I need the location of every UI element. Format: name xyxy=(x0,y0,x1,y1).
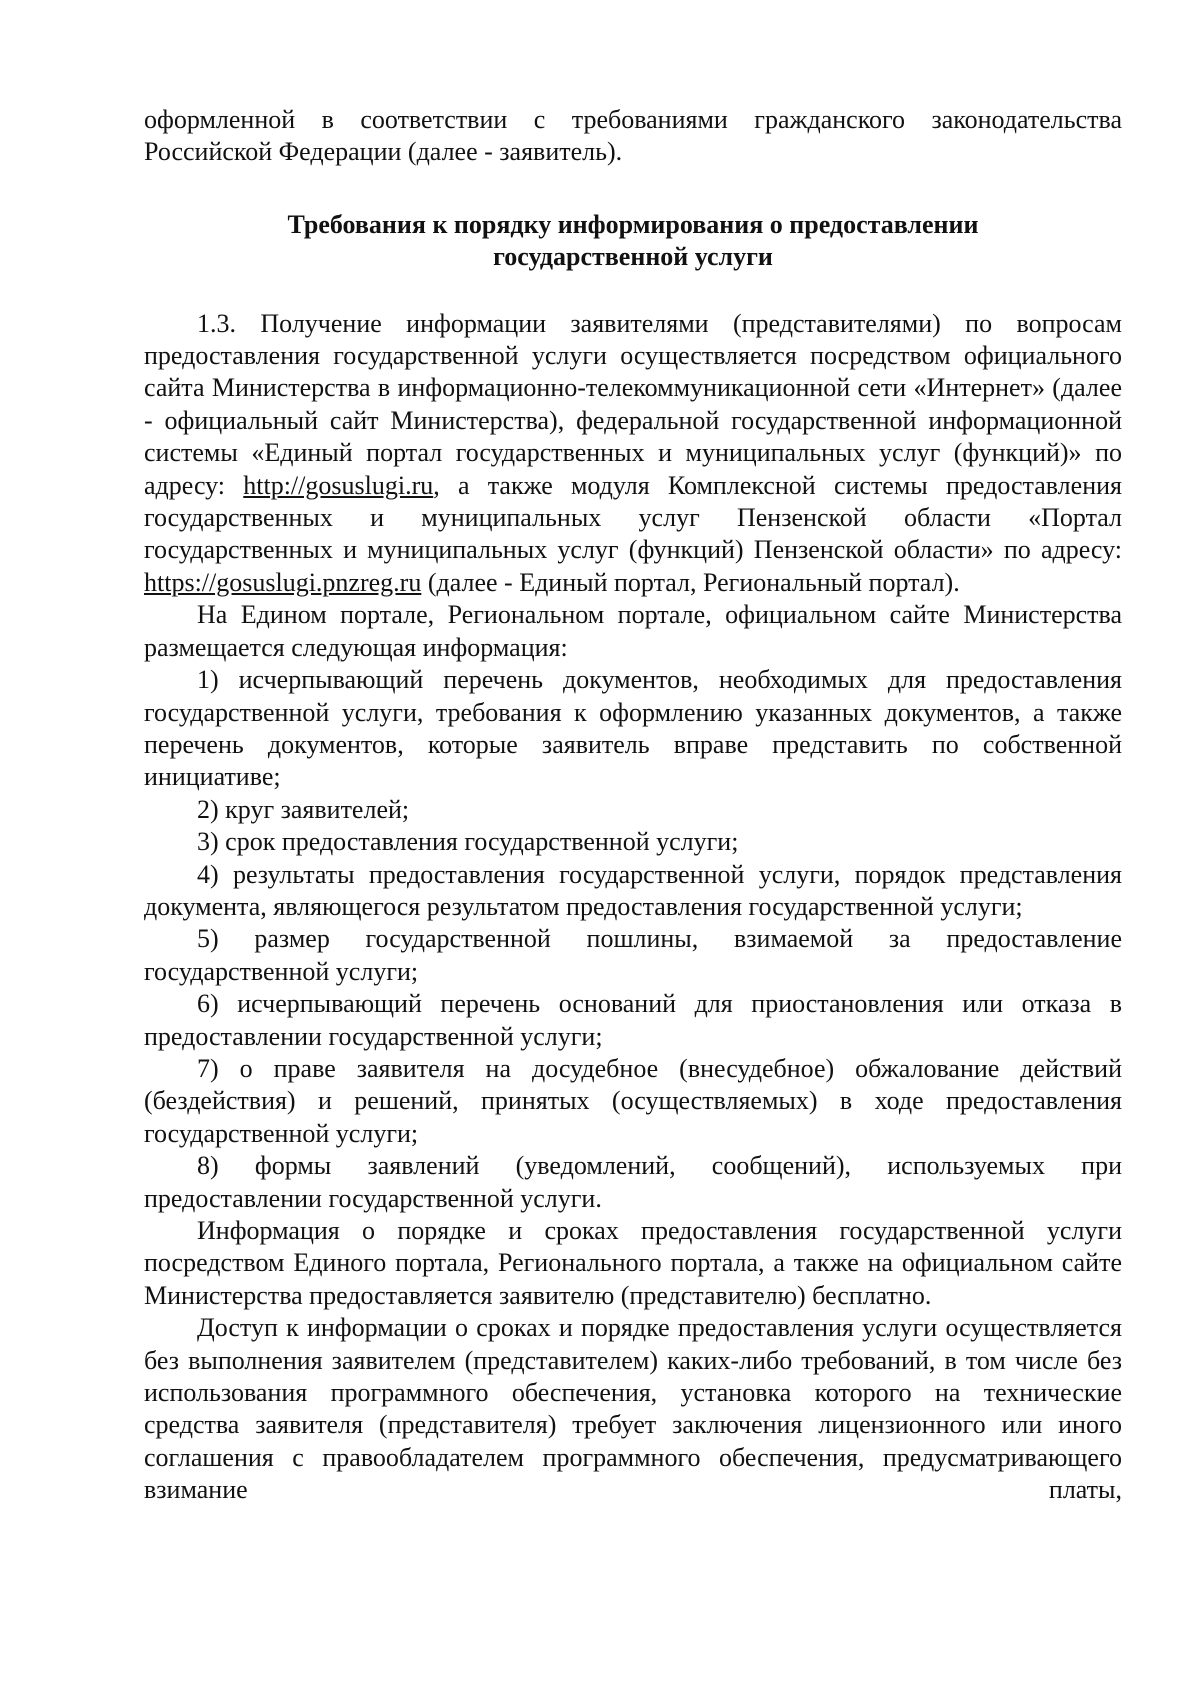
list-item-4: 4) результаты предоставления государственной услуги, порядок представления документа, являющегося результатом предоставления государственной услуги; xyxy=(144,859,1122,921)
intro-paragraph: оформленной в соответствии с требованиями гражданского законодательства Российской Федерации (далее - заявитель). xyxy=(144,105,1122,167)
paragraph-1-3-part-2: , а также модуля Комплексной системы предоставления государственных и муниципальных услуг Пензенской области «Портал государственных и муниципальных услуг (функций) Пензенской области» по адресу: xyxy=(144,470,1122,565)
paragraph-1-3-part-1: 1.3. Получение информации заявителями (представителями) по вопросам предоставления государственной услуги осуществляется посредством официального сайта Министерства в информационно-телекоммуникационной сети «Интернет» (далее - официальный сайт Министерства), федеральной государственной информационной системы «Единый портал государственных и муниципальных услуг (функций)» по адресу: xyxy=(144,308,1122,500)
list-item-7: 7) о праве заявителя на досудебное (внесудебное) обжалование действий (бездействия) и решений, принятых (осуществляемых) в ходе предоставления государственной услуги; xyxy=(144,1053,1122,1148)
free-info-paragraph: Информация о порядке и сроках предоставления государственной услуги посредством Единого портала, Регионального портала, а также на официальном сайте Министерства предоставляется заявителю (представителю) бесплатно. xyxy=(144,1216,1122,1310)
paragraph-1-3 xyxy=(144,308,1122,600)
list-item-1: 1) исчерпывающий перечень документов, необходимых для предоставления государственной услуги, требования к оформлению указанных документов, а также перечень документов, которые заявитель вправе представить по собственной инициативе; xyxy=(144,665,1122,792)
list-item-8: 8) формы заявлений (уведомлений, сообщений), используемых при предоставлении государственной услуги. xyxy=(144,1151,1122,1213)
access-info-paragraph: Доступ к информации о сроках и порядке предоставления услуги осуществляется без выполнения заявителем (представителем) каких-либо требований, в том числе без использования программного обеспечения, установка которого на технические средства заявителя (представителя) требует заключения лицензионного или иного соглашения с правообладателем программного обеспечения, предусматривающего взимание платы, xyxy=(144,1313,1122,1505)
list-item-2: 2) круг заявителей; xyxy=(197,794,410,824)
list-item-5: 5) размер государственной пошлины, взимаемой за предоставление государственной услуги; xyxy=(144,924,1122,986)
document-page xyxy=(144,104,1122,1507)
list-item-6: 6) исчерпывающий перечень оснований для приостановления или отказа в предоставлении государственной услуги; xyxy=(144,989,1122,1051)
paragraph-1-3-part-3: (далее - Единый портал, Региональный портал). xyxy=(421,567,960,597)
portal-info-intro: На Едином портале, Региональном портале, официальном сайте Министерства размещается следующая информация: xyxy=(144,600,1122,662)
regional-portal-link[interactable]: https://gosuslugi.pnzreg.ru xyxy=(144,567,422,597)
list-item-3: 3) срок предоставления государственной услуги; xyxy=(197,827,739,857)
gosuslugi-link[interactable]: http://gosuslugi.ru xyxy=(243,470,434,500)
section-heading-line-1: Требования к порядку информирования о предоставлении xyxy=(287,209,979,239)
section-heading-line-2: государственной услуги xyxy=(493,242,773,272)
section-heading xyxy=(144,209,1122,274)
